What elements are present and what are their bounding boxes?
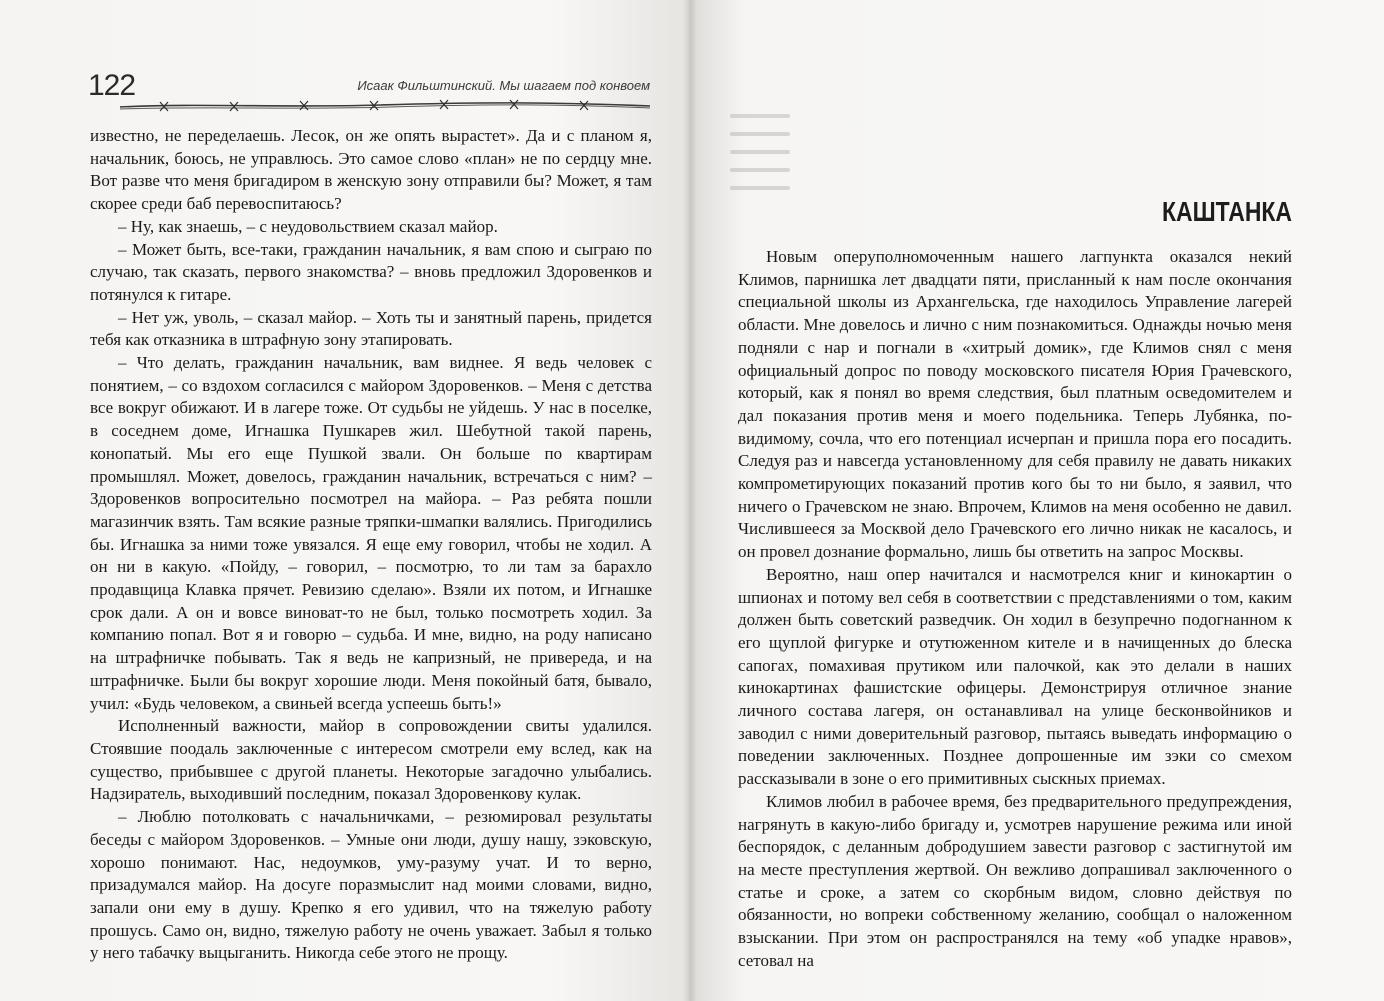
chapter-title: КАШТАНКА xyxy=(1161,196,1292,227)
barbed-wire-ornament xyxy=(120,98,650,112)
right-page-text xyxy=(738,246,1292,973)
running-head: Исаак Фильштинский. Мы шагаем под конвоем xyxy=(357,78,650,93)
paragraph: известно, не переделаешь. Лесок, он же опять вырастет». Да и с планом я, начальник, боюсь, не управлюсь. Это самое слово «план» не по сердцу мне. Вот разве что меня бригадиром в женскую зону отправили бы? Может, я там скорее среди баб перевоспитаюсь? xyxy=(90,126,652,214)
book-gutter xyxy=(683,0,697,1001)
paragraph: – Ну, как знаешь, – с неудовольствием сказал майор. xyxy=(118,216,498,236)
paragraph: – Что делать, гражданин начальник, вам виднее. Я ведь человек с понятием, – со вздохом согласился с майором Здоровенков. – Меня с детства все вокруг обижают. И в лагере тоже. От судьбы не уйдешь. У нас в поселке, в соседнем доме, Игнашка Пушкарев жил. Шебутной такой парень, конопатый. Мы его еще Пушкой звали. Он больше по квартирам промышлял. Может, довелось, гражданин начальник, встречаться с ним? – Здоровенков вопросительно посмотрел на майора. – Раз ребята пошли магазинчик взять. Там всякие разные тряпки-шмапки валялись. Пригодились бы. Игнашка за ними тоже увязался. Я еще ему говорил, чтобы не ходил. А он ни в какую. «Пойду, – говорил, – посмотрю, то ли там за барахло продавщица Клавка прячет. Ревизию сделаю». Взяли их потом, и Игнашке срок дали. А он и вовсе виноват-то не был, только посмотреть ходил. За компанию попал. Вот я и говорю – судьба. И мне, видно, на роду написано на штрафничке побывать. Так я ведь не капризный, не привереда, и на штрафничке. Были бы вокруг хорошие люди. Меня покойный батя, бывало, учил: «Будь человеком, а свиньей всегда успеешь быть!» xyxy=(90,353,652,713)
page-header xyxy=(88,68,650,112)
paragraph: Вероятно, наш опер начитался и насмотрелся книг и кинокартин о шпионах и потому вел себя в соответствии с представлениями о том, каким должен быть советский разведчик. Он ходил в безупречно подогнанном к его щуплой фигурке и отутюженном кителе и в начищенных до блеска сапогах, помахивая прутиком или палочкой, как это делали в наших кинокартинах фашистские офицеры. Демонстрируя отличное знание личного состава лагеря, он останавливал на улице бесконвойников и заводил с ними доверительный разговор, пытаясь выведать информацию о поведении заключенных. Позднее допрошенные им зэки со смехом рассказывали в зоне о его примитивных сыскных приемах. xyxy=(738,564,1292,789)
show-through-marks xyxy=(730,100,790,230)
paragraph: Новым оперуполномоченным нашего лагпункта оказался некий Климов, парнишка лет двадцати пяти, присланный к нам после окончания специальной школы из Архангельска, где находилось Управление лагерей области. Мне довелось и лично с ним познакомиться. Однажды ночью меня подняли с нар и погнали в «хитрый домик», где Климов снял с меня официальный допрос по поводу московского писателя Юрия Грачевского, который, как я понял во время следствия, был платным осведомителем и дал показания против меня и моего подельника. Теперь Лубянка, по-видимому, сочла, что его потенциал исчерпан и пришла пора его посадить. Следуя раз и навсегда установленному для себя правилу не давать никаких компрометирующих показаний против кого бы то ни было, я заявил, что ничего о Грачевском не знаю. Впрочем, Климов на меня особенно не давил. Числившееся за Москвой дело Грачевского его лично никак не касалось, и он провел дознание формально, лишь бы ответить на запрос Москвы. xyxy=(738,247,1292,562)
paragraph: Климов любил в рабочее время, без предварительного предупреждения, нагрянуть в какую-либо бригаду и, усмотрев нарушение режима или иной беспорядок, с деланным добродушием завести разговор с застигнутой им на месте преступления жертвой. Он вежливо допрашивал заключенного о статье и сроке, а затем со скорбным видом, словно действуя по обязанности, но вопреки собственному желанию, сообщал о наложенном взыскании. При этом он распространялся на тему «об упадке нравов», сетовал на xyxy=(738,791,1292,970)
paragraph: Исполненный важности, майор в сопровождении свиты удалился. Стоявшие поодаль заключенные с интересом смотрели ему вслед, как на существо, прибывшее с другой планеты. Некоторые загадочно улыбались. Надзиратель, выходивший последним, показал Здоровенкову кулак. xyxy=(90,716,652,804)
paragraph: – Люблю потолковать с начальничками, – резюмировал результаты беседы с майором Здоровенков. – Умные они люди, душу нашу, зэковскую, хорошо понимают. Нас, недоумков, уму-разуму учат. И то верно, призадумался майор. На досуге поразмыслит над моими словами, видно, запали они ему в душу. Крепко я его удивил, что на тяжелую работу прошусь. Само он, видно, тяжелую работу не очень уважает. Забыл я только у него табачку выцыганить. Никогда себе этого не прощу. xyxy=(90,807,652,963)
left-page-text xyxy=(90,125,652,965)
paragraph: – Может быть, все-таки, гражданин начальник, я вам спою и сыграю по случаю, так сказать, первого знакомства? – вновь предложил Здоровенков и потянулся к гитаре. xyxy=(90,239,652,304)
paragraph: – Нет уж, уволь, – сказал майор. – Хоть ты и занятный парень, придется тебя как отказника в штрафную зону этапировать. xyxy=(90,307,652,350)
page-number: 122 xyxy=(88,69,136,102)
